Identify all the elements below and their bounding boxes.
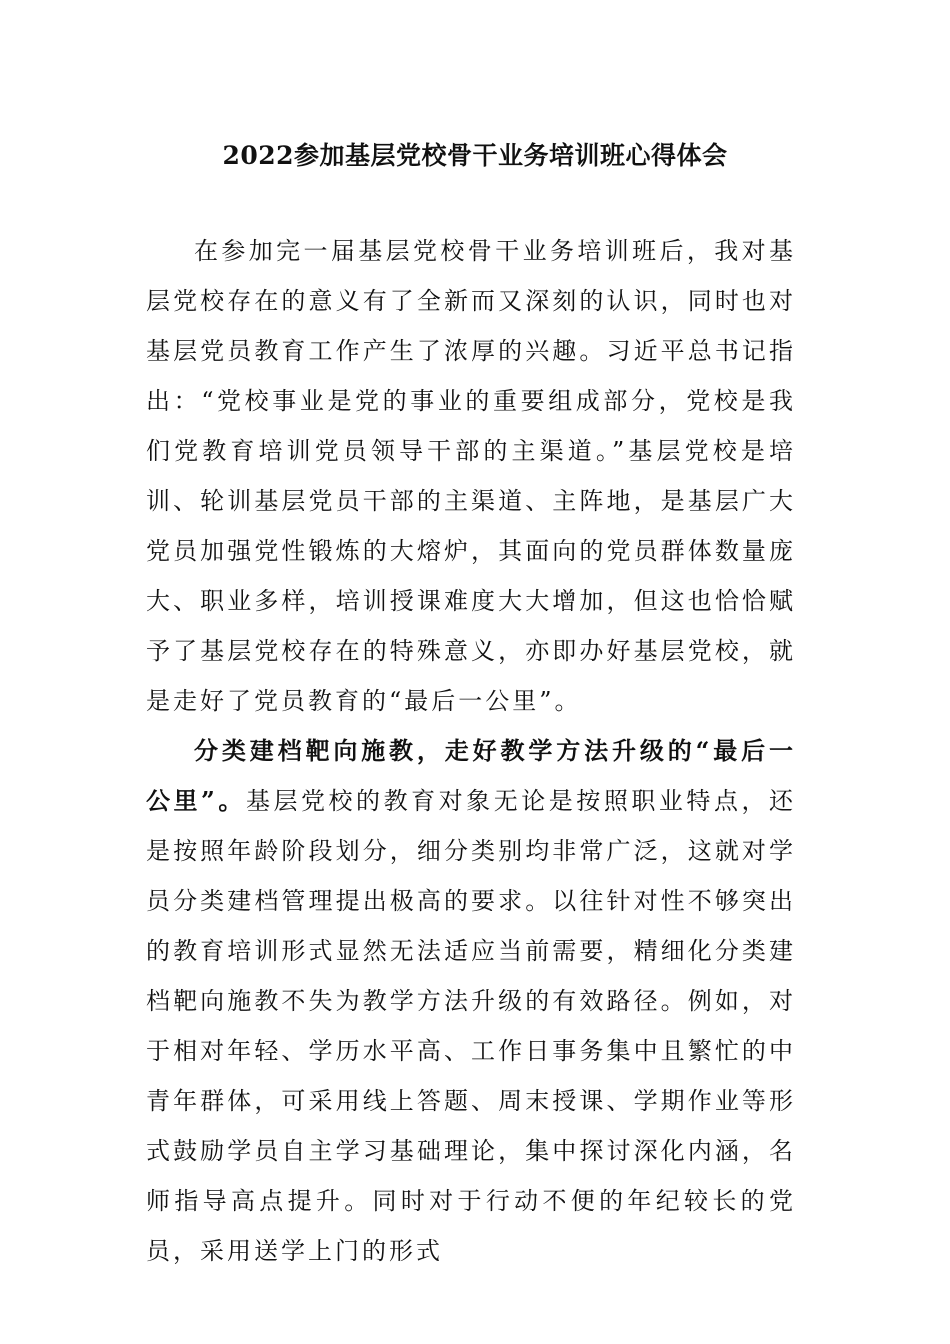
paragraph-lead: 分类建档靶向施教，走好教学方法升级的“最后一公里”。 bbox=[146, 736, 796, 815]
paragraph-text: 基层党校的教育对象无论是按照职业特点，还是按照年龄阶段划分，细分类别均非常广泛，这就对学员分类建档管理提出极高的要求。以往针对性不够突出的教育培训形式显然无法适应当前需要，精细化分类建档靶向施教不失为教学方法升级的有效路径。例如，对于相对年轻、学历水平高、工作日事务集中且繁忙的中青年群体，可采用线上答题、周末授课、学期作业等形式鼓励学员自主学习基础理论，集中探讨深化内涵，名师指导高点提升。同时对于行动不便的年纪较长的党员，采用送学上门的形式 bbox=[146, 787, 797, 1265]
paragraph-section-1 bbox=[146, 726, 796, 1276]
document-title: 2022参加基层党校骨干业务培训班心得体会 bbox=[222, 141, 728, 170]
paragraph-intro bbox=[146, 226, 796, 726]
document-body bbox=[146, 226, 796, 1276]
paragraph-text: 在参加完一届基层党校骨干业务培训班后，我对基层党校存在的意义有了全新而又深刻的认识，同时也对基层党员教育工作产生了浓厚的兴趣。习近平总书记指出：“党校事业是党的事业的重要组成部分，党校是我们党教育培训党员领导干部的主渠道。”基层党校是培训、轮训基层党员干部的主渠道、主阵地，是基层广大党员加强党性锻炼的大熔炉，其面向的党员群体数量庞大、职业多样，培训授课难度大大增加，但这也恰恰赋予了基层党校存在的特殊意义，亦即办好基层党校，就是走好了党员教育的“最后一公里”。 bbox=[146, 237, 796, 715]
